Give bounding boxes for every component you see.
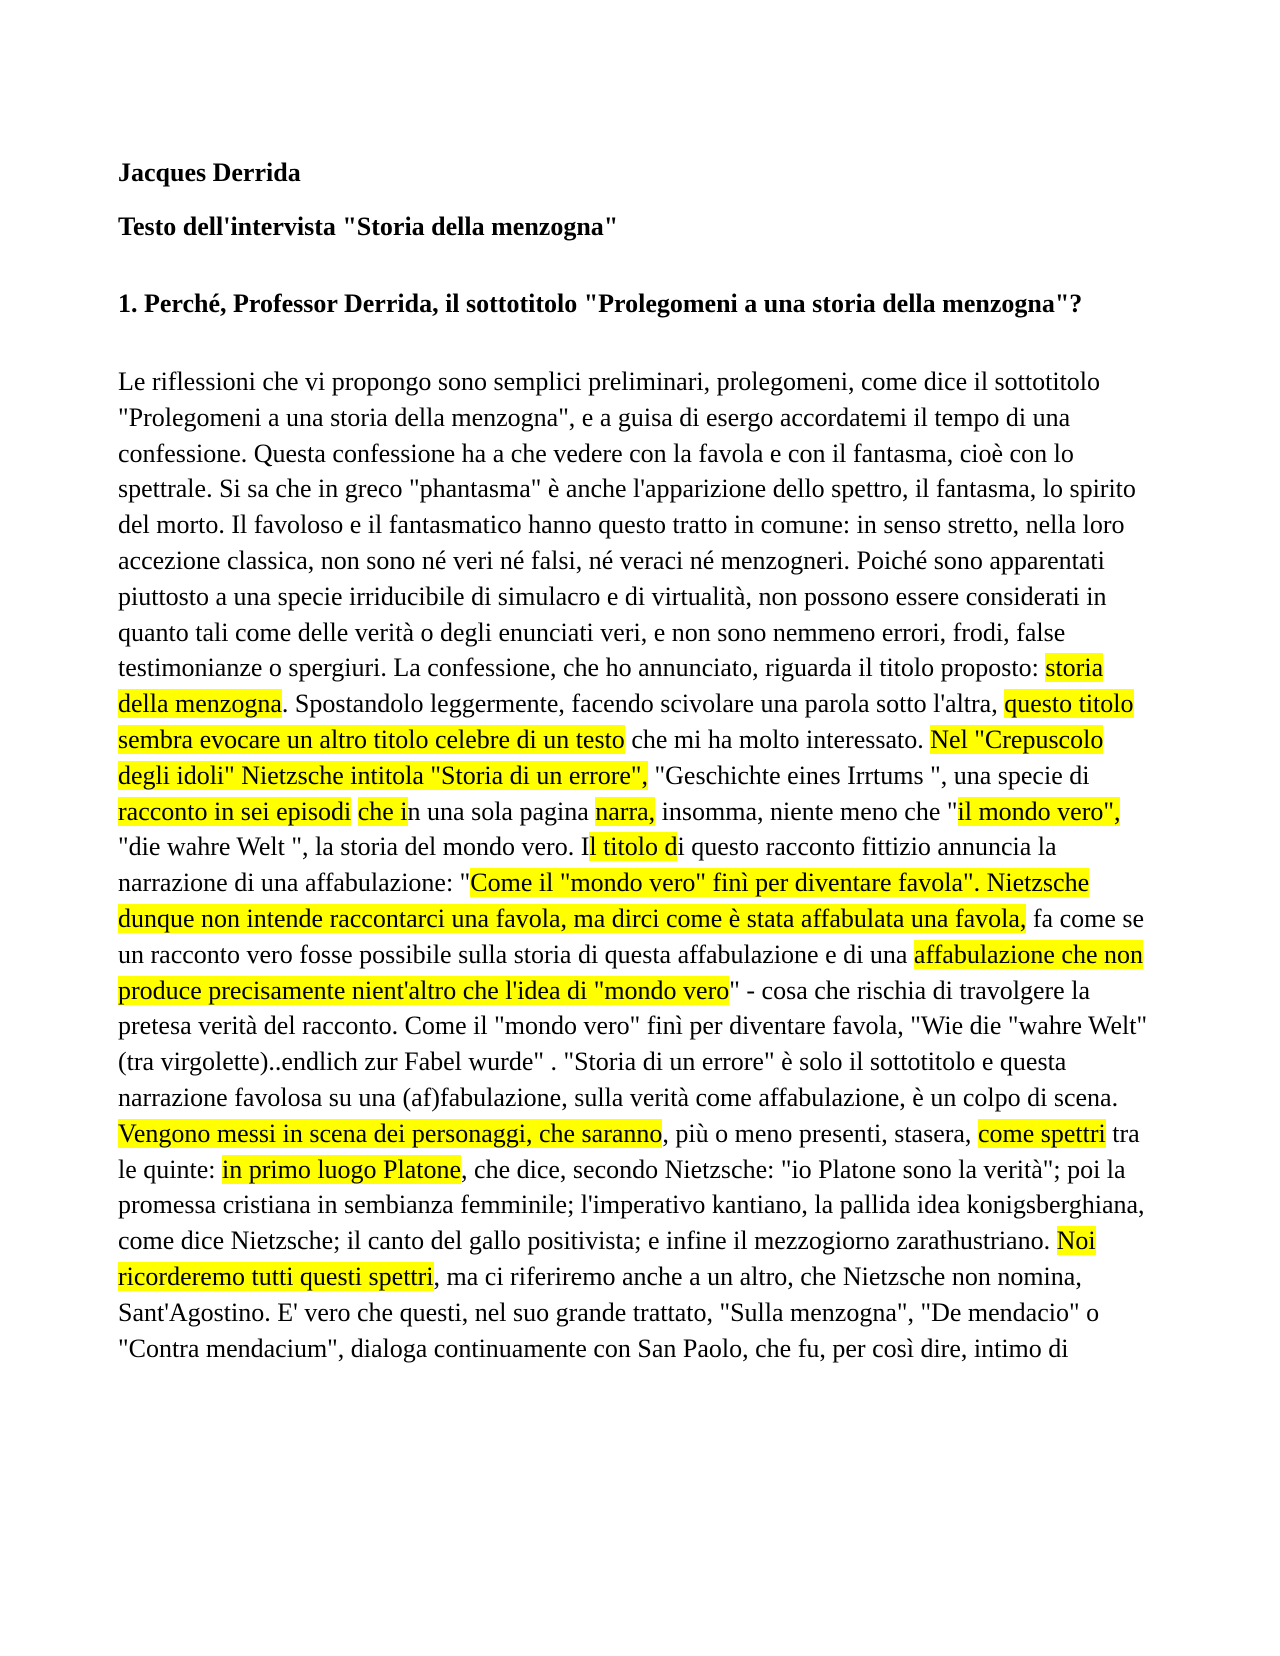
highlighted-text: Vengono messi in scena dei personaggi, che saranno — [118, 1118, 663, 1148]
highlighted-text: in primo luogo Platone — [221, 1154, 462, 1184]
highlighted-text: questo titolo sembra evocare un altro titolo celebre di un testo — [118, 689, 1134, 754]
body-text-segment — [351, 797, 358, 826]
body-text-segment: " - cosa che rischia di travolgere la pretesa verità del racconto. Come il "mondo vero" finì per diventare favola, "Wie die "wahre Welt" (tra virgolette)..endlich zur Fabel wurde" . "Storia di un errore" è solo il sottotitolo e questa narrazione favolosa su una (af)fabulazione, sulla verità come affabulazione, è un colpo di scena. — [118, 975, 1148, 1112]
highlighted-text: il mondo vero", — [957, 796, 1121, 826]
highlighted-text: l titolo d — [589, 832, 678, 862]
body-paragraph — [118, 364, 1160, 1366]
author-name: Jacques Derrida — [118, 158, 301, 187]
highlighted-text: Come il "mondo vero" finì per diventare favola". Nietzsche dunque non intende raccontarci una favola, ma dirci come è stata affabulata una favola, — [118, 868, 1090, 933]
highlighted-text: racconto in sei episodi — [118, 796, 352, 826]
highlighted-text: narra, — [595, 796, 656, 826]
body-text-segment: insomma, niente meno che " — [655, 796, 958, 826]
highlighted-text: Noi ricorderemo tutti questi spettri — [118, 1226, 1096, 1291]
body-text-segment: , ma ci riferiremo anche a un altro, che Nietzsche non nomina, Sant'Agostino. E' vero che questi, nel suo grande trattato, "Sulla menzogna", "De mendacio" o "Contra mendacium", dialoga continuamente con San Paolo, che fu, per così dire, intimo di — [118, 1261, 1100, 1363]
body-text-segment: fa come se un racconto vero fosse possibile sulla storia di questa affabulazione e di una — [118, 903, 1145, 969]
highlighted-text: storia della menzogna — [118, 653, 1104, 719]
highlighted-text: come spettri — [977, 1118, 1106, 1148]
body-text-segment: n una sola pagina — [407, 796, 596, 826]
body-text-segment: , più o meno presenti, stasera, — [662, 1118, 978, 1148]
highlighted-text: Nel "Crepuscolo degli idoli" Nietzsche intitola "Storia di un errore", — [118, 724, 1104, 790]
body-text-segment: tra le quinte: — [118, 1118, 1140, 1184]
body-text-segment: Le riflessioni che vi propongo sono semplici preliminari, prolegomeni, come dice il sottotitolo "Prolegomeni a una storia della menzogna", e a guisa di esergo accordatemi il tempo di una confessione. Questa confessione ha a che vedere con la favola e con il fantasma, cioè con lo spettrale. Si sa che in greco "phantasma" è anche l'apparizione dello spettro, il fantasma, lo spirito del morto. Il favoloso e il fantasmatico hanno questo tratto in comune: in senso stretto, nella loro accezione classica, non sono né veri né falsi, né veraci né menzogneri. Poiché sono apparentati piuttosto a una specie irriducibile di simulacro e di virtualità, non possono essere considerati in quanto tali come delle verità o degli enunciati veri, e non sono nemmeno errori, frodi, false testimonianze o spergiuri. La confessione, che ho annunciato, riguarda il titolo proposto: — [118, 367, 1136, 683]
highlighted-text: affabulazione che non produce precisamente nient'altro che l'idea di "mondo vero — [118, 939, 1143, 1005]
highlighted-text: che i — [357, 796, 408, 826]
body-text-segment: che mi ha molto interessato. — [624, 724, 931, 754]
body-text-segment: "Geschichte eines Irrtums ", una specie di — [648, 760, 1090, 790]
document-subtitle: Testo dell'intervista "Storia della menzogna" — [118, 212, 619, 241]
body-text-segment: "die wahre Welt ", la storia del mondo vero. I — [118, 832, 590, 862]
body-text-segment: . Spostandolo leggermente, facendo scivolare una parola sotto l'altra, — [281, 689, 1005, 719]
body-text-segment: , che dice, secondo Nietzsche: "io Platone sono la verità"; poi la promessa cristiana in sembianza femminile; l'imperativo kantiano, la pallida idea konigsberghiana, come dice Nietzsche; il canto del gallo positivista; e infine il mezzogiorno zarathustriano. — [118, 1154, 1145, 1256]
body-text-segment: i questo racconto fittizio annuncia la narrazione di una affabulazione: " — [118, 832, 1057, 898]
question-heading: 1. Perché, Professor Derrida, il sottotitolo "Prolegomeni a una storia della menzogna"? — [118, 289, 1083, 318]
